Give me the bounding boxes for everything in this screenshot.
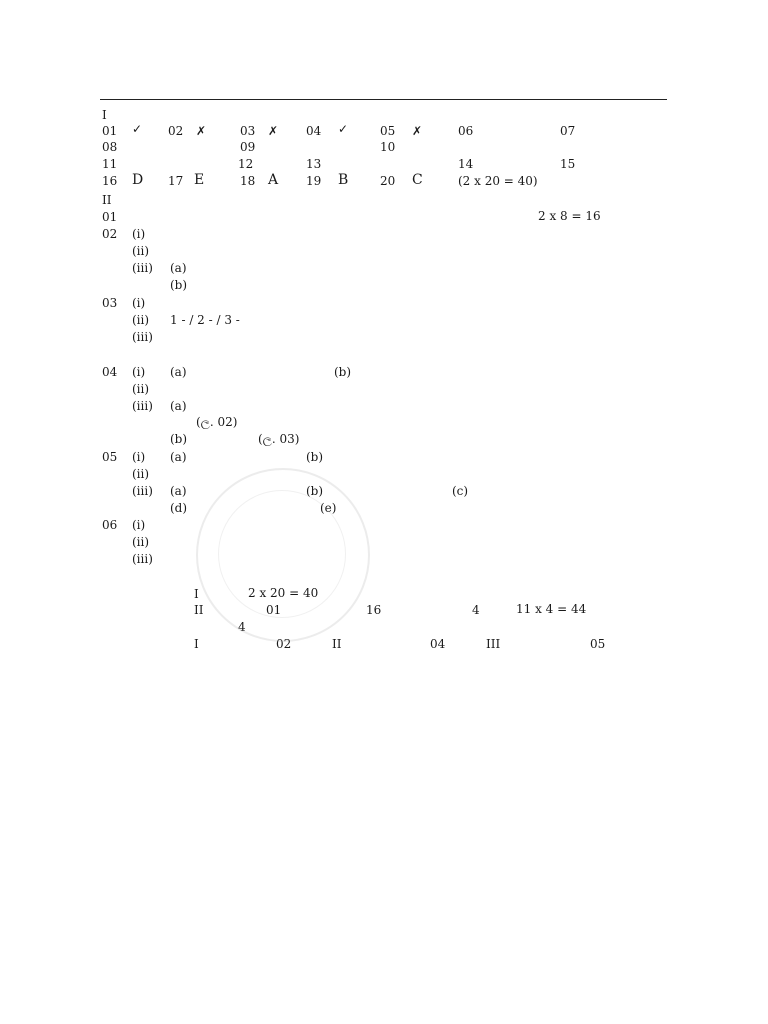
sub-label: (i)	[132, 518, 146, 532]
part-label: II	[332, 637, 342, 651]
q-num: 01	[102, 210, 118, 224]
subsub-label: (d)	[170, 501, 188, 515]
marking-line2-a: 01	[266, 603, 282, 617]
q-num: 20	[380, 174, 396, 188]
q-num: 03	[102, 296, 118, 310]
q-num: 12	[238, 157, 254, 171]
q03-ii-text: 1 - / 2 - / 3 -	[170, 313, 240, 327]
q-num: 02	[168, 124, 184, 138]
marking-line4-b: 04	[430, 637, 446, 651]
subsub-label: (b)	[170, 278, 188, 292]
sub-label: (iii)	[132, 261, 153, 275]
marking-line2-d: 11 x 4 = 44	[516, 602, 587, 616]
subsub-label: (a)	[170, 450, 187, 464]
q-num: 19	[306, 174, 322, 188]
marking-line2-b: 16	[366, 603, 382, 617]
q-num: 10	[380, 140, 396, 154]
sub-label: (ii)	[132, 313, 150, 327]
part1-total: (2 x 20 = 40)	[458, 174, 538, 188]
sub-label: (ii)	[132, 535, 150, 549]
sub-label: (ii)	[132, 467, 150, 481]
subsub-label: (b)	[334, 365, 352, 379]
q-num: 04	[102, 365, 118, 379]
marking-line4-c: 05	[590, 637, 606, 651]
sub-label: (iii)	[132, 552, 153, 566]
q-num: 15	[560, 157, 576, 171]
marks-note: (ල. 03)	[258, 432, 300, 446]
part2-heading: II	[102, 193, 112, 207]
q-num: 06	[102, 518, 118, 532]
subsub-label: (a)	[170, 399, 187, 413]
check-mark: ✓	[338, 122, 349, 136]
cross-mark: ✗	[268, 124, 279, 138]
part-label: II	[194, 603, 204, 617]
q-num: 17	[168, 174, 184, 188]
header-rule	[100, 99, 667, 100]
cross-mark: ✗	[196, 124, 207, 138]
part-label: III	[486, 637, 501, 651]
q-num: 03	[240, 124, 256, 138]
answer-letter: A	[268, 172, 279, 188]
subsub-label: (a)	[170, 261, 187, 275]
marks-note: (ල. 02)	[196, 415, 238, 429]
answer-letter: B	[338, 172, 349, 188]
answer-letter: C	[412, 172, 423, 188]
subsub-label: (a)	[170, 484, 187, 498]
marking-line4-a: 02	[276, 637, 292, 651]
cross-mark: ✗	[412, 124, 423, 138]
sub-label: (i)	[132, 227, 146, 241]
part-label: I	[194, 637, 199, 651]
sub-label: (iii)	[132, 484, 153, 498]
q-num: 05	[102, 450, 118, 464]
q-num: 11	[102, 157, 118, 171]
sub-label: (i)	[132, 296, 146, 310]
sub-label: (ii)	[132, 382, 150, 396]
q-num: 08	[102, 140, 118, 154]
sub-label: (i)	[132, 450, 146, 464]
q-num: 01	[102, 124, 118, 138]
q-num: 16	[102, 174, 118, 188]
q-num: 13	[306, 157, 322, 171]
answer-letter: E	[194, 172, 205, 188]
q-num: 06	[458, 124, 474, 138]
q-num: 07	[560, 124, 576, 138]
subsub-label: (e)	[320, 501, 337, 515]
watermark-seal-inner	[218, 490, 346, 618]
subsub-label: (a)	[170, 365, 187, 379]
subsub-label: (b)	[170, 432, 188, 446]
part-label: I	[194, 587, 199, 601]
q01-formula: 2 x 8 = 16	[538, 209, 601, 223]
q-num: 14	[458, 157, 474, 171]
marking-line2-c: 4	[472, 603, 480, 617]
q-num: 09	[240, 140, 256, 154]
answer-letter: D	[132, 172, 144, 188]
subsub-label: (b)	[306, 450, 324, 464]
subsub-label: (c)	[452, 484, 469, 498]
marking-line1: 2 x 20 = 40	[248, 586, 319, 600]
sub-label: (iii)	[132, 330, 153, 344]
part1-heading: I	[102, 108, 107, 122]
check-mark: ✓	[132, 122, 143, 136]
sub-label: (ii)	[132, 244, 150, 258]
q-num: 18	[240, 174, 256, 188]
q-num: 02	[102, 227, 118, 241]
sub-label: (iii)	[132, 399, 153, 413]
q-num: 05	[380, 124, 396, 138]
sub-label: (i)	[132, 365, 146, 379]
subsub-label: (b)	[306, 484, 324, 498]
q-num: 04	[306, 124, 322, 138]
marking-line3: 4	[238, 620, 246, 634]
